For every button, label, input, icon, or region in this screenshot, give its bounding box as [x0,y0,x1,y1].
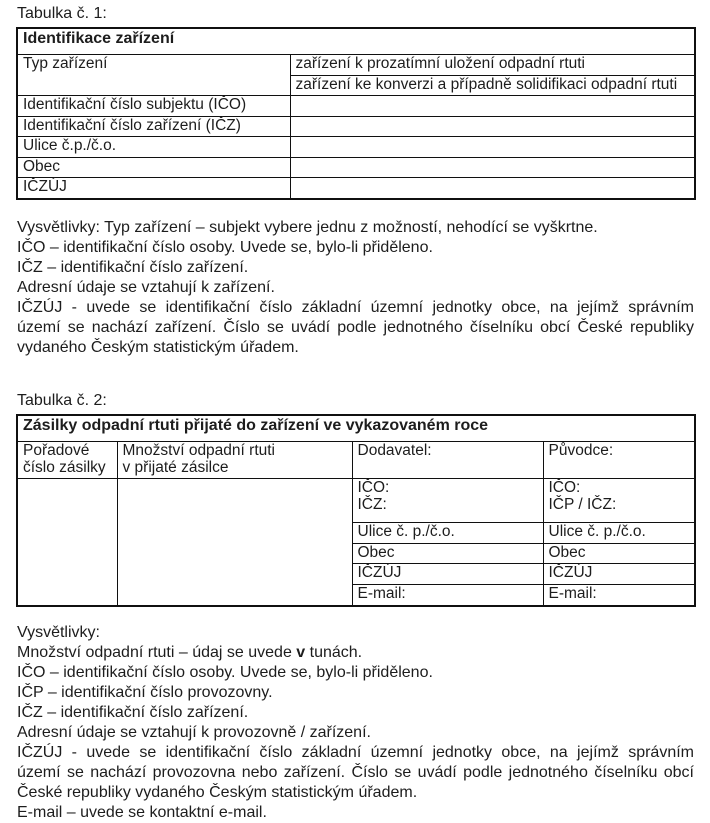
note-line: IČP – identifikační číslo provozovny. [17,683,273,701]
note-line: IČZÚJ - uvede se identifikační číslo základní územní jednotky obce, na jejímž správním [17,743,694,761]
note-line [17,643,694,663]
table2-header-mnozstvi [117,442,352,479]
supplier-ico-label: IČO: [357,479,390,497]
table2 [16,414,696,606]
originator-ico-icz-cell [543,479,695,523]
note-line: IČZ – identifikační číslo zařízení. [17,703,249,721]
table1-title-row [17,28,695,55]
note-line: území se nachází zařízení. Číslo se uvádí podle jednotného číselníku obcí České republiky [17,319,694,337]
note-line: vydaného Českým statistickým úřadem. [17,339,299,357]
supplier-ico-icz-cell [352,479,543,523]
note-line: Adresní údaje se vztahují k zařízení. [17,279,275,297]
table2-header-row [17,442,695,479]
table1-type-label: Typ zařízení [17,55,290,96]
table1-value-obec [290,157,695,178]
note-line: Adresní údaje se vztahují k provozovně / zařízení. [17,723,371,741]
notes-table2 [17,623,694,823]
header-line: Množství odpadní rtuti [122,442,275,460]
table1-field-icz: Identifikační číslo zařízení (IČZ) [17,116,290,137]
originator-iczuj-label: IČZÚJ [543,564,695,585]
table2-header-dodavatel: Dodavatel: [352,442,543,479]
supplier-icz-label: IČZ: [357,495,387,513]
note-line: Vysvětlivky: [17,623,100,641]
originator-ulice-label: Ulice č. p./č.o. [543,523,695,544]
supplier-obec-label: Obec [352,543,543,564]
note-line: E-mail – uvede se kontaktní e-mail. [17,803,267,821]
table1-field-ico: Identifikační číslo subjektu (IČO) [17,96,290,117]
table1-caption: Tabulka č. 1: [17,5,107,22]
table-row [17,479,695,523]
originator-obec-label: Obec [543,543,695,564]
table-row [17,96,695,117]
table2-title-row [17,415,695,442]
table1-field-obec: Obec [17,157,290,178]
note-text: tunách. [305,643,363,661]
originator-email-label: E-mail: [543,584,695,605]
table1-value-icz [290,116,695,137]
note-text: Množství odpadní rtuti – údaj se uvede [17,643,297,661]
table-row [17,178,695,199]
table1-type-option-2: zařízení ke konverzi a případně solidifikaci odpadní rtuti [290,75,695,96]
supplier-email-label: E-mail: [352,584,543,605]
table1-value-ulice [290,137,695,158]
table1-field-iczuj: IČZÚJ [17,178,290,199]
originator-ico-label: IČO: [548,479,581,497]
table1 [16,27,696,200]
table2-header-poradove [17,442,117,479]
table2-caption: Tabulka č. 2: [17,392,107,410]
table1-type-row [17,55,695,76]
note-line: IČZÚJ - uvede se identifikační číslo základní územní jednotky obce, na jejímž správním [17,299,694,317]
note-text-bold: v [296,643,306,661]
note-line: Vysvětlivky: Typ zařízení – subjekt vybere jednu z možností, nehodící se vyškrtne. [17,219,598,237]
table1-field-ulice: Ulice č.p./č.o. [17,137,290,158]
note-line: území se nachází provozovna nebo zařízení. Číslo se uvádí podle jednotného číselníku obcí [17,763,694,781]
table-row [17,116,695,137]
header-line: číslo zásilky [23,458,106,476]
note-line: České republiky vydaného Českým statistickým úřadem. [17,783,418,801]
table1-title: Identifikace zařízení [17,28,695,55]
table2-poradove-entry-cell [17,479,117,606]
table2-title: Zásilky odpadní rtuti přijaté do zařízení ve vykazovaném roce [17,415,695,442]
notes-table1 [17,218,694,358]
note-line: IČO – identifikační číslo osoby. Uvede se, bylo-li přiděleno. [17,663,433,681]
header-line: Pořadové [23,442,90,460]
note-line: IČO – identifikační číslo osoby. Uvede se, bylo-li přiděleno. [17,239,433,257]
supplier-iczuj-label: IČZÚJ [352,564,543,585]
table-row [17,157,695,178]
supplier-ulice-label: Ulice č. p./č.o. [352,523,543,544]
originator-icz-label: IČP / IČZ: [548,495,617,513]
table1-value-ico [290,96,695,117]
table2-header-puvodce: Původce: [543,442,695,479]
header-line: v přijaté zásilce [122,458,229,476]
table2-mnozstvi-entry-cell [117,479,352,606]
table1-value-iczuj [290,178,695,199]
note-line: IČZ – identifikační číslo zařízení. [17,259,249,277]
table-row [17,137,695,158]
table1-type-option-1: zařízení k prozatímní uložení odpadní rtuti [290,55,695,76]
